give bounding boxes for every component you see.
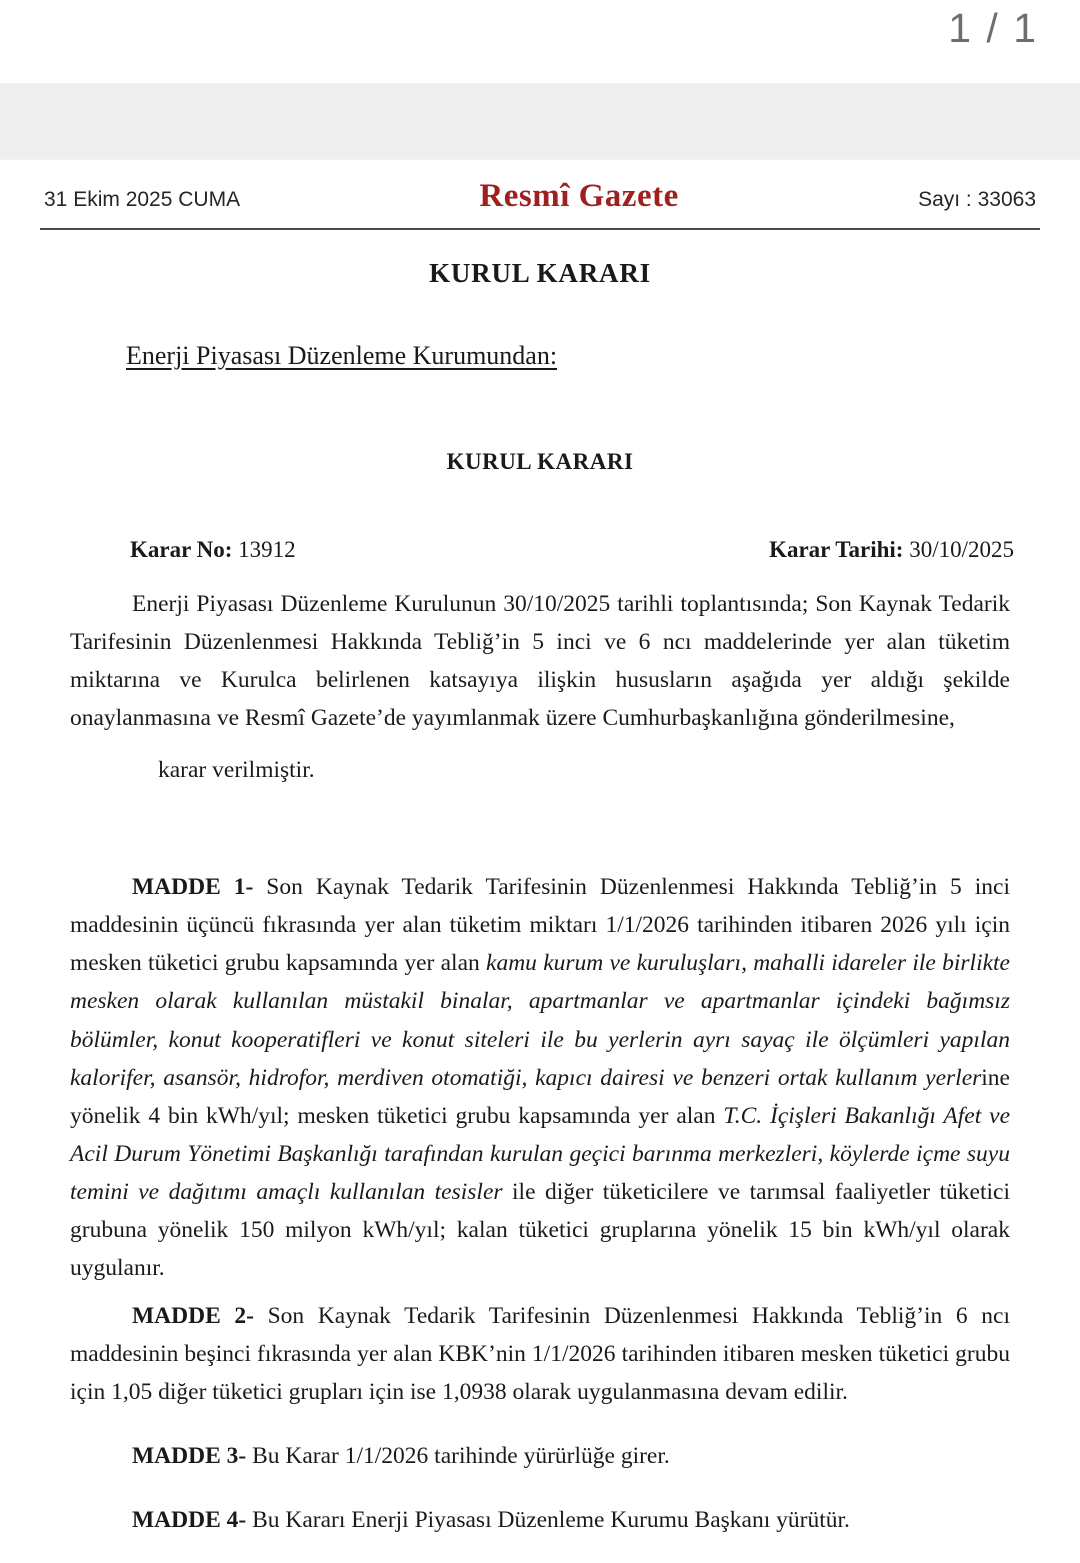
- article-text: ile diğer tüketicilere ve tarımsal faaliyetler tüketici grubuna yönelik 150 milyon kWh/yıl; kalan tüketici gruplarına yönelik 15 bin kWh/yıl olarak uygulanır.: [70, 1178, 1011, 1281]
- article-paragraph: [70, 1501, 1010, 1539]
- decision-date: [769, 537, 1014, 563]
- article-label: MADDE 2-: [132, 1302, 254, 1329]
- article-text: ine yönelik 4 bin kWh/yıl; mesken tüketici grubu kapsamında yer alan: [70, 1064, 1010, 1129]
- decision-subtitle: KURUL KARARI: [446, 449, 634, 474]
- decision-number: [130, 537, 296, 563]
- masthead-divider: [40, 228, 1040, 230]
- articles-container: [40, 868, 1040, 1555]
- gazette-masthead: [40, 160, 1040, 220]
- gazette-title: Resmî Gazete: [479, 178, 679, 214]
- article-paragraph: [70, 1297, 1010, 1411]
- article-spacer: [40, 1475, 1040, 1491]
- article-label: MADDE 3-: [132, 1443, 247, 1470]
- article-emphasis-text: kamu kurum ve kuruluşları, mahalli idareler ile birlikte mesken olarak kullanılan müstakil binalar, apartmanlar ve apartmanlar içindeki bağımsız bölümler, konut kooperatifleri ve konut siteleri ile bu yerlerin ayrı sayaç ile ölçümleri yapılan kalorifer, asansör, hidrofor, merdiven otomatiği, kapıcı dairesi ve benzeri ortak kullanım yerler: [70, 950, 1010, 1091]
- article-text: Bu Karar 1/1/2026 tarihinde yürürlüğe girer.: [246, 1443, 670, 1470]
- decision-number-value: 13912: [238, 537, 296, 562]
- gazette-issue-number: Sayı : 33063: [918, 188, 1036, 211]
- article-text: Son Kaynak Tedarik Tarifesinin Düzenlenmesi Hakkında Tebliğ’in 6 ncı maddesinin beşinci fıkrasında yer alan KBK’nin 1/1/2026 tarihinden itibaren mesken tüketici grubu için 1,05 diğer tüketici grupları için ise 1,0938 olarak uygulanmasına devam edilir.: [70, 1302, 1010, 1406]
- section-spacer: [40, 784, 1040, 846]
- page-title: KURUL KARARI: [429, 258, 651, 288]
- decision-meta-row: [40, 537, 1040, 563]
- article-text: Son Kaynak Tedarik Tarifesinin Düzenlenmesi Hakkında Tebliğ’in 5 inci maddesinin üçüncü fıkrasında yer alan tüketim miktarı 1/1/2026 tarihinden itibaren 2026 yılı için mesken tüketici grubu kapsamında yer alan: [70, 874, 1010, 977]
- article-paragraph: [70, 868, 1010, 1287]
- article-label: MADDE 4-: [132, 1507, 247, 1534]
- pdf-viewer-toolbar: [0, 0, 1080, 83]
- decision-date-value: 30/10/2025: [909, 537, 1014, 562]
- article-paragraph: [70, 1437, 1010, 1475]
- document-page: [0, 160, 1080, 1555]
- viewer-gray-separator: [0, 83, 1080, 160]
- decision-date-label: Karar Tarihi:: [769, 537, 904, 562]
- page-indicator: 1 / 1: [948, 5, 1038, 51]
- article-text: Bu Kararı Enerji Piyasası Düzenleme Kurumu Başkanı yürütür.: [246, 1507, 850, 1534]
- issuing-authority: [40, 341, 1040, 371]
- article-spacer: [40, 1411, 1040, 1427]
- gazette-date: 31 Ekim 2025 CUMA: [44, 188, 241, 211]
- preamble-paragraph: Enerji Piyasası Düzenleme Kurulunun 30/10/2025 tarihli toplantısında; Son Kaynak Tedarik Tarifesinin Düzenlenmesi Hakkında Tebliğ’in 5 inci ve 6 ncı maddelerinde yer alan tüketim miktarına ve Kurulca belirlenen katsayıya ilişkin hususların aşağıda yer aldığı şekilde onaylanmasına ve Resmî Gazete’de yayımlanmak üzere Cumhurbaşkanlığına gönderilmesine,: [70, 591, 1010, 732]
- decision-number-label: Karar No:: [130, 537, 233, 562]
- issuing-authority-label: Enerji Piyasası Düzenleme Kurumundan:: [126, 341, 558, 370]
- article-emphasis-text: T.C. İçişleri Bakanlığı Afet ve Acil Durum Yönetimi Başkanlığı tarafından kurulan geçici barınma merkezleri, köylerde içme suyu temini ve dağıtımı amaçlı kullanılan tesisler: [70, 1102, 1010, 1205]
- article-spacer: [40, 1539, 1040, 1555]
- article-label: MADDE 1-: [132, 874, 254, 901]
- preamble-closing: karar verilmiştir.: [158, 757, 315, 784]
